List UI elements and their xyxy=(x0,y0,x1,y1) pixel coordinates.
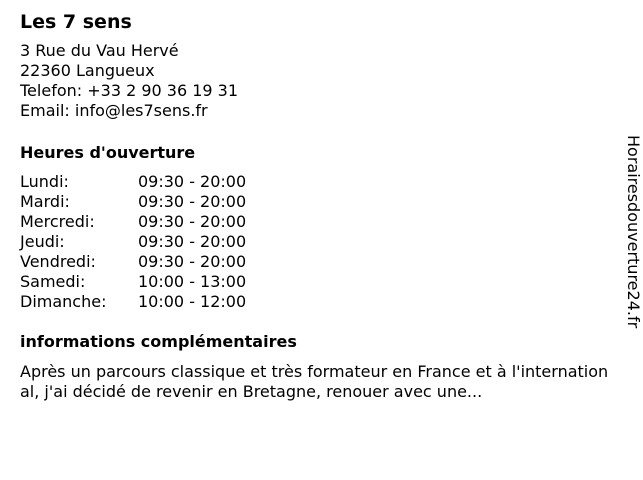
email-line: Email: info@les7sens.fr xyxy=(20,101,208,120)
hours-day: Mercredi: xyxy=(20,212,95,231)
hours-time: 09:30 - 20:00 xyxy=(138,232,247,251)
hours-row-vendredi xyxy=(20,252,610,272)
info-description: Après un parcours classique et très formateur en France et à l'international, j'ai décidé de revenir en Bretagne, renouer avec une... xyxy=(20,362,609,401)
hours-time: 10:00 - 12:00 xyxy=(138,292,247,311)
hours-day: Mardi: xyxy=(20,192,70,211)
hours-row-mercredi xyxy=(20,212,610,232)
hours-table xyxy=(20,172,610,312)
hours-day: Vendredi: xyxy=(20,252,96,271)
site-watermark: Horairesdouverture24.fr xyxy=(624,135,643,329)
hours-time: 10:00 - 13:00 xyxy=(138,272,247,291)
hours-row-dimanche xyxy=(20,292,610,312)
hours-row-mardi xyxy=(20,192,610,212)
hours-day: Dimanche: xyxy=(20,292,107,311)
hours-time: 09:30 - 20:00 xyxy=(138,212,247,231)
business-card xyxy=(20,10,610,402)
hours-time: 09:30 - 20:00 xyxy=(138,192,247,211)
info-heading: informations complémentaires xyxy=(20,332,297,351)
hours-day: Lundi: xyxy=(20,172,69,191)
address-block xyxy=(20,41,610,121)
hours-row-samedi xyxy=(20,272,610,292)
address-city: 22360 Langueux xyxy=(20,61,155,80)
hours-row-lundi xyxy=(20,172,610,192)
address-street: 3 Rue du Vau Hervé xyxy=(20,41,179,60)
business-name: Les 7 sens xyxy=(20,11,132,33)
hours-day: Jeudi: xyxy=(20,232,65,251)
hours-heading: Heures d'ouverture xyxy=(20,143,196,162)
phone-line: Telefon: +33 2 90 36 19 31 xyxy=(20,81,239,100)
hours-time: 09:30 - 20:00 xyxy=(138,172,247,191)
hours-row-jeudi xyxy=(20,232,610,252)
hours-day: Samedi: xyxy=(20,272,86,291)
hours-time: 09:30 - 20:00 xyxy=(138,252,247,271)
